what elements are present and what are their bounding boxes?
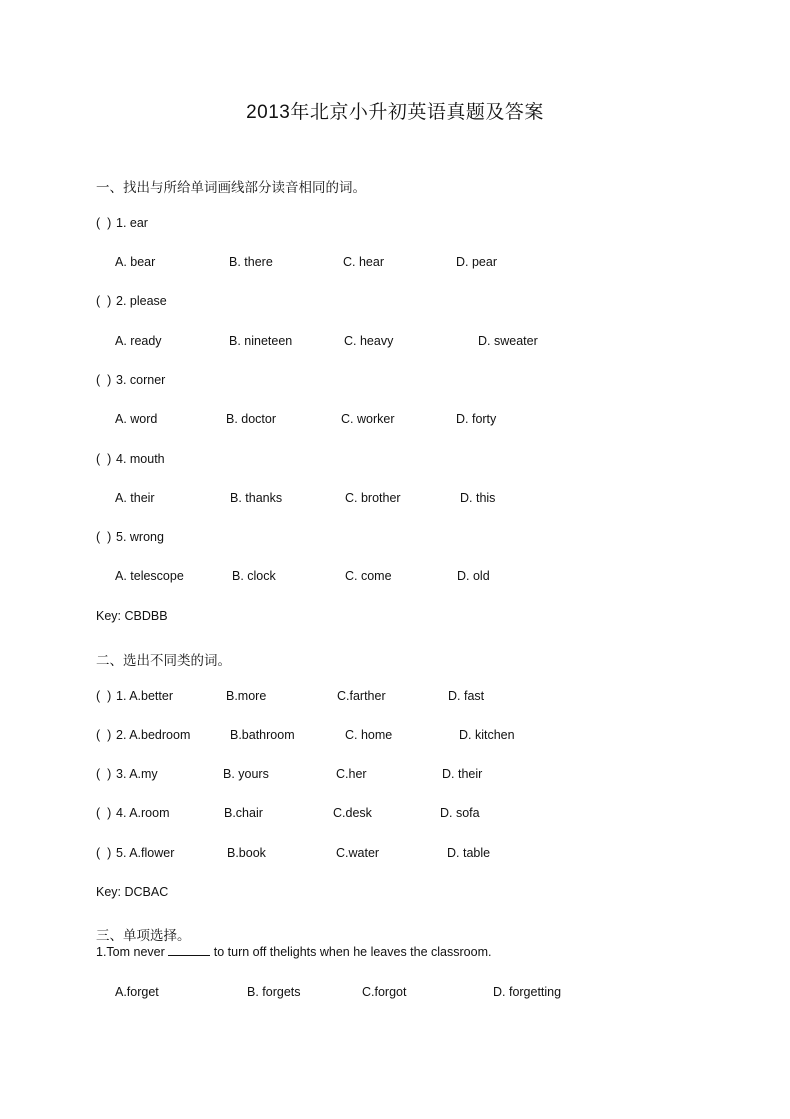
s3-question-1	[96, 945, 491, 959]
s1-q4-option-a: A. their	[115, 491, 155, 505]
s1-q2-option-d: D. sweater	[478, 334, 538, 348]
s2-question-2: ( ) 2. A.bedroom	[96, 728, 191, 742]
s3-q1-option-c: C.forgot	[362, 985, 407, 999]
s1-q1-option-c: C. hear	[343, 255, 384, 269]
s1-q2-stem: 2. please	[116, 294, 167, 308]
s2-question-5: ( ) 5. A.flower	[96, 846, 175, 860]
s2-q3-stem: 3. A.my	[116, 767, 158, 781]
s2-q2-option-d: D. kitchen	[459, 728, 515, 742]
s1-q4-option-c: C. brother	[345, 491, 401, 505]
s1-q2-option-a: A. ready	[115, 334, 162, 348]
s2-q1-stem: 1. A.better	[116, 689, 173, 703]
s2-q3-option-c: C.her	[336, 767, 367, 781]
s1-q3-option-b: B. doctor	[226, 412, 277, 426]
s1-q4-option-d: D. this	[460, 491, 496, 505]
s3-q1-option-a: A.forget	[115, 985, 159, 999]
s1-q3-option-c: C. worker	[341, 412, 395, 426]
s2-q4-option-c: C.desk	[333, 806, 372, 820]
s1-q2-option-c: C. heavy	[344, 334, 394, 348]
s2-q3-option-b: B. yours	[223, 767, 269, 781]
section-3-heading: 三、单项选择。	[96, 928, 191, 943]
s1-q5-option-c: C. come	[345, 569, 392, 583]
s3-q1-option-b: B. forgets	[247, 985, 301, 999]
s2-q5-option-b: B.book	[227, 846, 266, 860]
s2-question-4: ( ) 4. A.room	[96, 806, 170, 820]
s1-question-2: ( ) 2. please	[96, 294, 167, 308]
s2-q5-stem: 5. A.flower	[116, 846, 175, 860]
s3-q1-option-d: D. forgetting	[493, 985, 562, 999]
page-title: 2013年北京小升初英语真题及答案	[246, 102, 544, 123]
s1-q5-option-d: D. old	[457, 569, 490, 583]
s1-q5-option-b: B. clock	[232, 569, 276, 583]
s2-q3-option-d: D. their	[442, 767, 483, 781]
s2-q2-option-b: B.bathroom	[230, 728, 295, 742]
s1-q4-option-b: B. thanks	[230, 491, 283, 505]
s1-q2-option-b: B. nineteen	[229, 334, 293, 348]
s1-q1-option-b: B. there	[229, 255, 273, 269]
s2-q4-stem: 4. A.room	[116, 806, 170, 820]
s2-q5-option-c: C.water	[336, 846, 380, 860]
s2-q5-option-d: D. table	[447, 846, 491, 860]
s2-answer-key: Key: DCBAC	[96, 885, 169, 899]
s1-q5-option-a: A. telescope	[115, 569, 184, 583]
s3-q1-stem-before: 1.Tom never	[96, 945, 165, 959]
s1-question-3: ( ) 3. corner	[96, 373, 166, 387]
answer-blank	[168, 945, 210, 956]
s2-question-3: ( ) 3. A.my	[96, 767, 158, 781]
s3-q1-stem-after: to turn off thelights when he leaves the classroom.	[213, 945, 492, 959]
s2-q2-stem: 2. A.bedroom	[116, 728, 191, 742]
s1-q5-stem: 5. wrong	[116, 530, 164, 544]
s1-q1-option-a: A. bear	[115, 255, 156, 269]
s1-q3-stem: 3. corner	[116, 373, 166, 387]
s1-question-4: ( ) 4. mouth	[96, 452, 165, 466]
s1-q3-option-d: D. forty	[456, 412, 497, 426]
section-2-heading: 二、选出不同类的词。	[96, 653, 231, 668]
s2-q4-option-b: B.chair	[224, 806, 263, 820]
s2-question-1: ( ) 1. A.better	[96, 689, 173, 703]
s2-q2-option-c: C. home	[345, 728, 393, 742]
section-1-heading: 一、找出与所给单词画线部分读音相同的词。	[96, 180, 366, 195]
s1-question-5: ( ) 5. wrong	[96, 530, 164, 544]
s1-answer-key: Key: CBDBB	[96, 609, 168, 623]
s2-q1-option-c: C.farther	[337, 689, 386, 703]
s2-q4-option-d: D. sofa	[440, 806, 480, 820]
s2-q1-option-b: B.more	[226, 689, 267, 703]
s2-q1-option-d: D. fast	[448, 689, 485, 703]
s1-q3-option-a: A. word	[115, 412, 158, 426]
s1-q1-option-d: D. pear	[456, 255, 497, 269]
s1-q4-stem: 4. mouth	[116, 452, 165, 466]
s1-question-1: ( ) 1. ear	[96, 216, 148, 230]
s1-q1-stem: 1. ear	[116, 216, 148, 230]
